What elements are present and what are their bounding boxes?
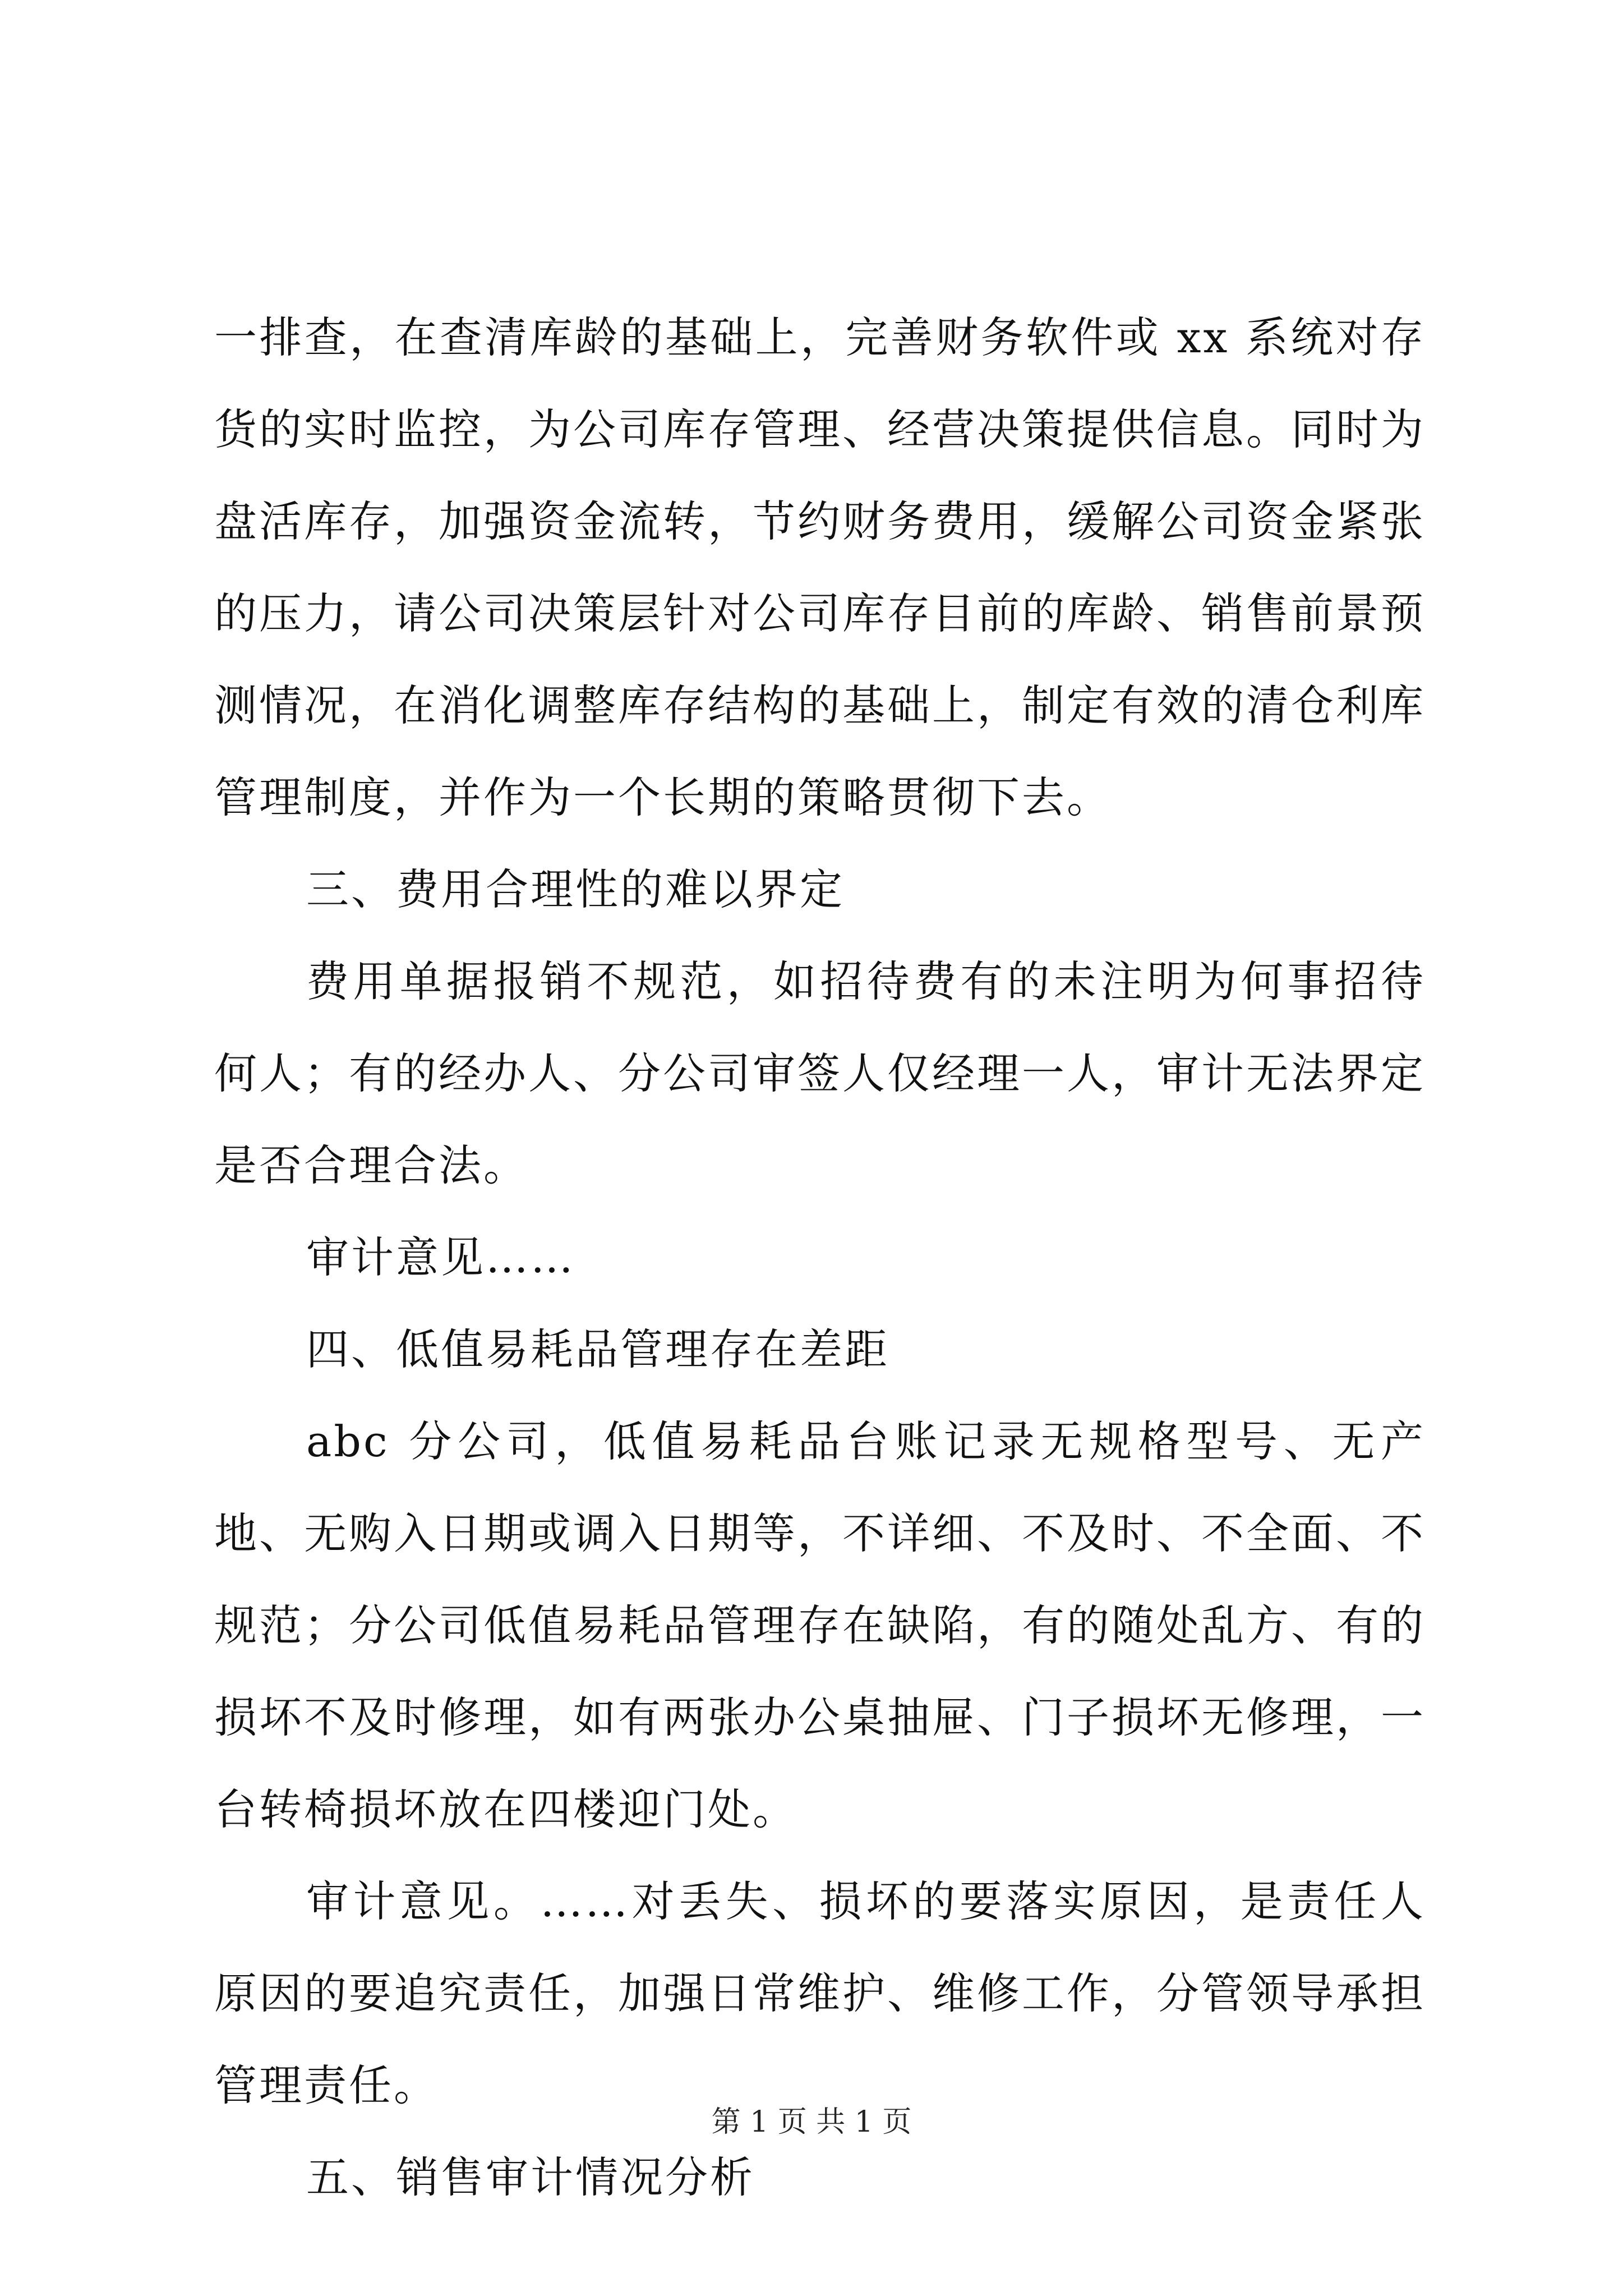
document-body	[214, 292, 1426, 2224]
paragraph-inventory-monitoring: 一排查，在查清库龄的基础上，完善财务软件或 xx 系统对存货的实时监控，为公司库存管理、经营决策提供信息。同时为盘活库存，加强资金流转，节约财务费用，缓解公司资金紧张的压力，请公司决策层针对公司库存目前的库龄、销售前景预测情况，在消化调整库存结构的基础上，制定有效的清仓利库管理制度，并作为一个长期的策略贯彻下去。	[214, 312, 1426, 822]
page-footer: 第 1 页 共 1 页	[711, 2105, 912, 2139]
paragraph-audit-opinion-2: 审计意见。……对丢失、损坏的要落实原因，是责任人原因的要追究责任，加强日常维护、维修工作，分管领导承担管理责任。	[214, 1876, 1426, 2110]
paragraph-audit-opinion-1: 审计意见……	[306, 1232, 575, 1282]
paragraph-expense-reimbursement: 费用单据报销不规范，如招待费有的未注明为何事招待何人；有的经办人、分公司审签人仅经理一人，审计无法界定是否合理合法。	[214, 956, 1426, 1190]
heading-low-value-consumables: 四、低值易耗品管理存在差距	[306, 1324, 889, 1374]
heading-expense-reasonableness: 三、费用合理性的难以界定	[306, 864, 845, 914]
paragraph-consumables-ledger: abc 分公司，低值易耗品台账记录无规格型号、无产地、无购入日期或调入日期等，不详细、不及时、不全面、不规范；分公司低值易耗品管理存在缺陷，有的随处乱方、有的损坏不及时修理，如有两张办公桌抽屉、门子损坏无修理，一台转椅损坏放在四楼迎门处。	[214, 1416, 1426, 1834]
heading-sales-audit: 五、销售审计情况分析	[306, 2152, 755, 2202]
